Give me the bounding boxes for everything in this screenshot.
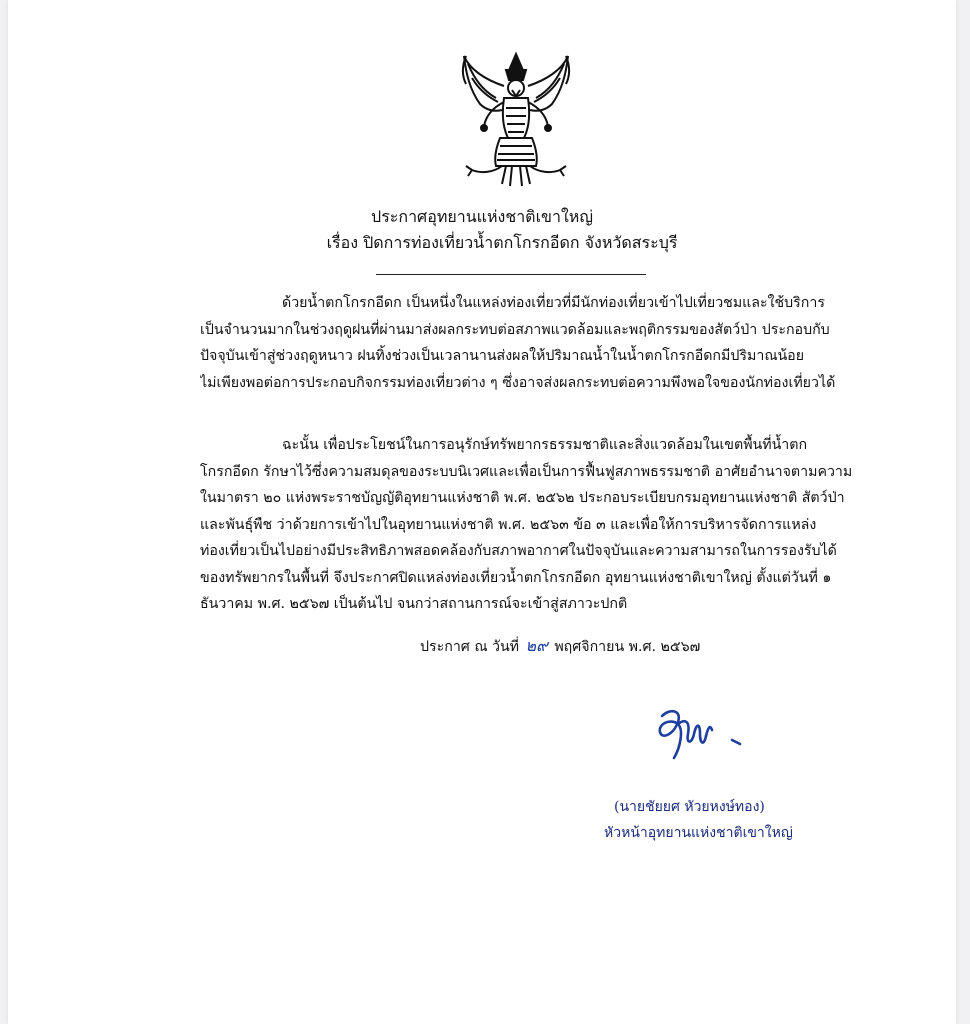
paragraph-line: ฉะนั้น เพื่อประโยชน์ในการอนุรักษ์ทรัพยากรธรรมชาติและสิ่งแวดล้อมในเขตพื้นที่น้ำตก <box>282 437 808 453</box>
handwritten-signature-icon <box>648 700 758 770</box>
paragraph-line: เป็นจำนวนมากในช่วงฤดูฝนที่ผ่านมาส่งผลกระทบต่อสภาพแวดล้อมและพฤติกรรมของสัตว์ป่า ประกอบกับ <box>200 321 830 338</box>
paragraph-line: ธันวาคม พ.ศ. ๒๕๖๗ เป็นต้นไป จนกว่าสถานการณ์จะเข้าสู่สภาวะปกติ <box>200 596 628 612</box>
paragraph-1 <box>200 290 852 396</box>
paragraph-line: ปัจจุบันเข้าสู่ช่วงฤดูหนาว ฝนทิ้งช่วงเป็นเวลานานส่งผลให้ปริมาณน้ำในน้ำตกโกรกอีดกมีปริมาณน้อย <box>200 348 805 364</box>
announcement-subject: เรื่อง ปิดการท่องเที่ยวน้ำตกโกรกอีดก จังหวัดสระบุรี <box>326 233 678 252</box>
announcement-header <box>8 204 956 256</box>
paragraph-line: ด้วยน้ำตกโกรกอีดก เป็นหนึ่งในแหล่งท่องเที่ยวที่มีนักท่องเที่ยวเข้าไปเที่ยวชมและใช้บริการ <box>282 295 825 311</box>
signer-name: (นายชัยยศ หัวยหงษ์ทอง) <box>614 799 765 815</box>
date-day-handwritten: ๒๙ <box>525 636 548 655</box>
document-page <box>8 0 956 1024</box>
paragraph-line: ของทรัพยากรในพื้นที่ จึงประกาศปิดแหล่งท่องเที่ยวน้ำตกโกรกอีดก อุทยานแห่งชาติเขาใหญ่ ตั้งแต่วันที่ ๑ <box>200 569 832 586</box>
date-prefix: ประกาศ ณ วันที่ <box>420 639 520 655</box>
signer-position: หัวหน้าอุทยานแห่งชาติเขาใหญ่ <box>604 825 793 841</box>
announcement-title: ประกาศอุทยานแห่งชาติเขาใหญ่ <box>371 207 593 226</box>
paragraph-line: ไม่เพียงพอต่อการประกอบกิจกรรมท่องเที่ยวต่าง ๆ ซึ่งอาจส่งผลกระทบต่อความพึงพอใจของนักท่องเที่ยวได้ <box>200 374 836 391</box>
paragraph-line: ท่องเที่ยวเป็นไปอย่างมีประสิทธิภาพสอดคล้องกับสภาพอากาศในปัจจุบันและความสามารถในการรองรับได้ <box>200 543 837 559</box>
announcement-date <box>420 634 700 659</box>
paragraph-2 <box>200 432 852 618</box>
garuda-emblem-icon <box>456 50 576 190</box>
paragraph-line: และพันธุ์พืช ว่าด้วยการเข้าไปในอุทยานแห่งชาติ พ.ศ. ๒๕๖๓ ข้อ ๓ และเพื่อให้การบริหารจัดการแหล่ง <box>200 516 817 533</box>
header-divider <box>376 274 646 275</box>
date-suffix: พฤศจิกายน พ.ศ. ๒๕๖๗ <box>554 639 701 655</box>
paragraph-line: โกรกอีดก รักษาไว้ซึ่งความสมดุลของระบบนิเวศและเพื่อเป็นการฟื้นฟูสภาพธรรมชาติ อาศัยอำนาจตามความ <box>200 463 852 480</box>
paragraph-line: ในมาตรา ๒๐ แห่งพระราชบัญญัติอุทยานแห่งชาติ พ.ศ. ๒๕๖๒ ประกอบระเบียบกรมอุทยานแห่งชาติ สัตว์ป่า <box>200 490 845 506</box>
